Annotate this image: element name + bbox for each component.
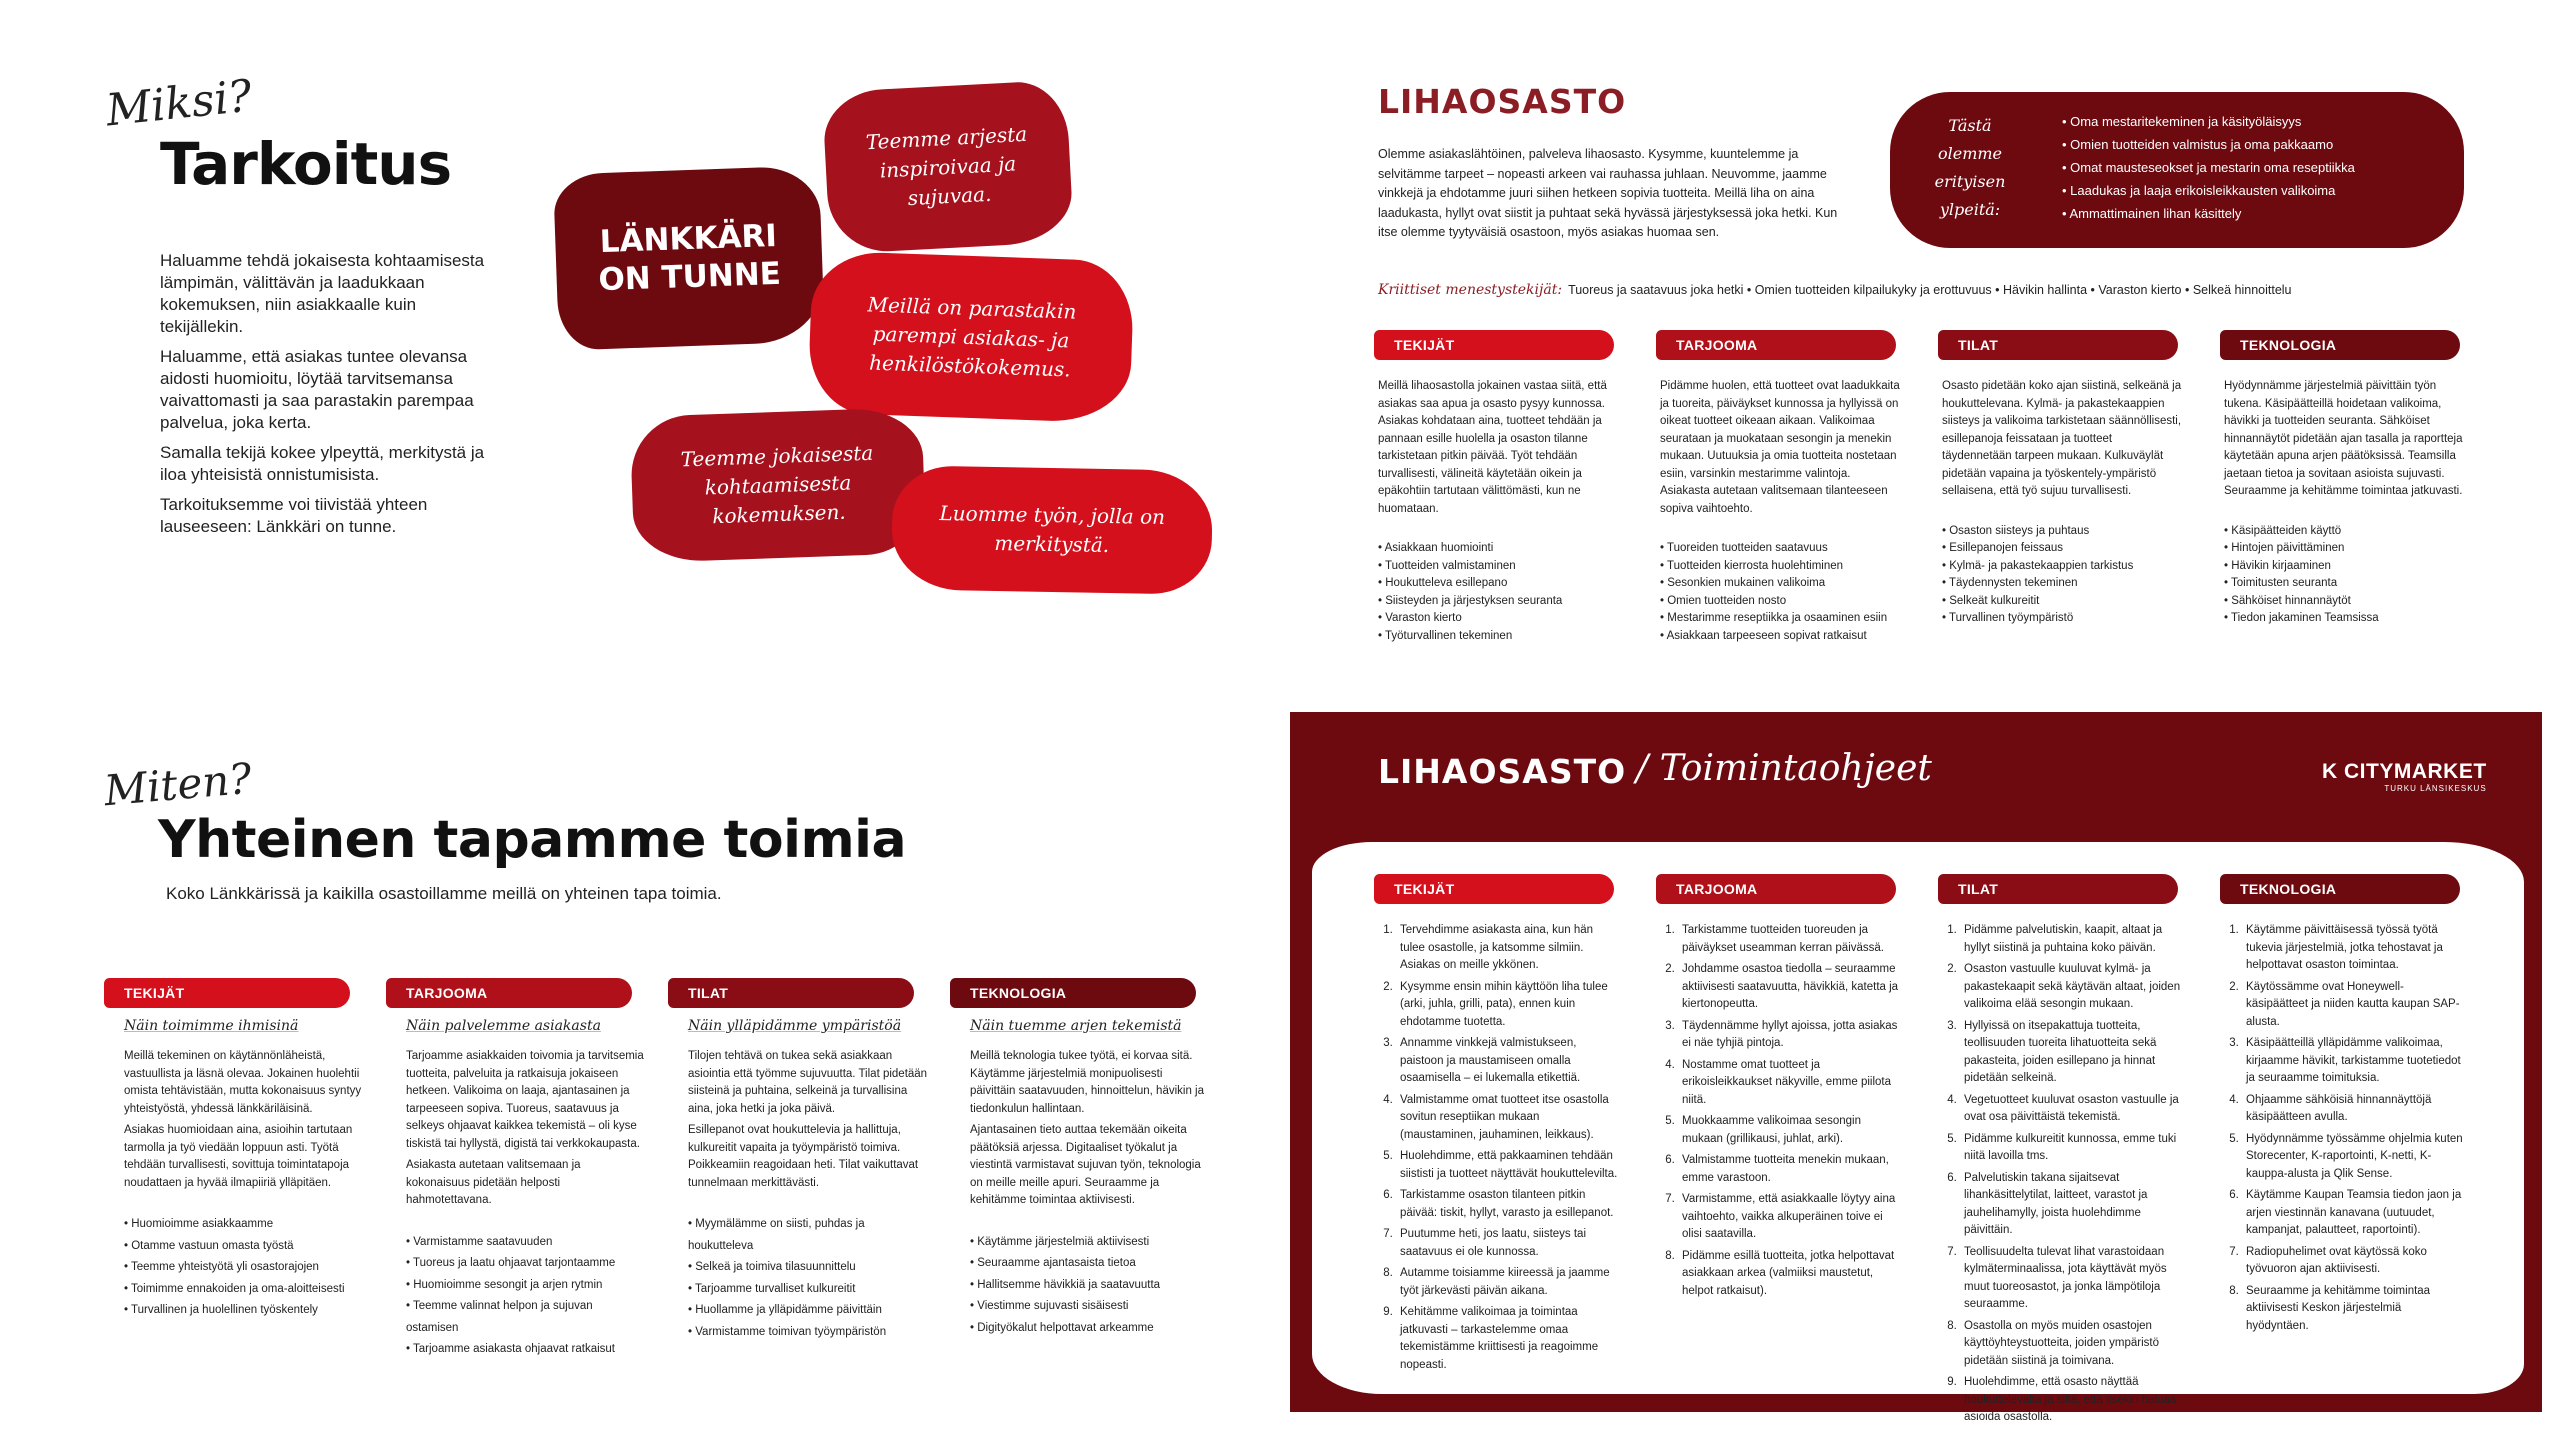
blob-meaning-text: Luomme työn, jolla on merkitystä. bbox=[939, 501, 1166, 557]
q3-col-list bbox=[406, 1232, 646, 1361]
q4-tab-tilat: TILAT bbox=[1938, 874, 2178, 904]
q3-col-text: Meillä tekeminen on käytännönläheistä, vastuullista ja läsnä olevaa. Jokainen huolehtii omista tehtävistään, mutta kokonaisuus syntyy yhteistyöstä, yhdessä länkkäriläisinä. bbox=[124, 1050, 362, 1115]
list-item: • Varmistamme toimivan työympäristön bbox=[688, 1322, 928, 1344]
blob-experience bbox=[807, 250, 1134, 423]
q2-col-text: Meillä lihaosastolla jokainen vastaa siitä, että asiakas saa apua ja osasto pysyy kunnossa. Asiakas kohdataan aina, tuotteet tehdään ja pannaan esille huolella ja osaston tilanne tarkistetaan pitkin päivää. Työt tehdään turvallisesti, välineitä käytetään oikein ja epäkohtiin tartutaan välittömästi, kun ne huomataan. bbox=[1378, 380, 1607, 515]
list-item: • Toimimme ennakoiden ja oma-aloitteisesti bbox=[124, 1279, 364, 1301]
list-item: 3. Annamme vinkkejä valmistukseen, paistoon ja maustamiseen omalla osaamisella – ei lukemalla etikettiä. bbox=[1396, 1035, 1618, 1088]
pride-list bbox=[2062, 110, 2355, 225]
list-item: 1. Pidämme palvelutiskin, kaapit, altaat ja hyllyt siistinä ja puhtaina koko päivän. bbox=[1960, 922, 2182, 957]
critical-text: Tuoreus ja saatavuus joka hetki • Omien tuotteiden kilpailukyky ja erottuvuus • Hävikin hallinta • Varaston kierto • Selkeä hinnoittelu bbox=[1568, 283, 2292, 297]
pride-item: • Oma mestaritekeminen ja käsityöläisyys bbox=[2062, 110, 2355, 133]
list-item: • Tuoreiden tuotteiden saatavuus bbox=[1660, 540, 1900, 558]
q4-tab-tekijat: TEKIJÄT bbox=[1374, 874, 1614, 904]
list-item: 4. Vegetuotteet kuuluvat osaston vastuulle ja ovat osa päivittäistä tekemistä. bbox=[1960, 1092, 2182, 1127]
q4-col-tarjooma bbox=[1660, 922, 1900, 1304]
blob-main-text: LÄNKKÄRI ON TUNNE bbox=[597, 217, 782, 299]
list-item: • Huomioimme sesongit ja arjen rytmin bbox=[406, 1275, 646, 1297]
purpose-paragraph: Haluamme, että asiakas tuntee olevansa aidosti huomioitu, löytää tarvitsemansa vaivattomasti ja saa parastakin parempaa palvelua, joka kerta. bbox=[160, 347, 474, 432]
blob-meaning bbox=[891, 465, 1213, 595]
q4-col-tilat bbox=[1942, 922, 2182, 1431]
q2-page-title: LIHAOSASTO bbox=[1378, 82, 1627, 121]
list-item: 8. Seuraamme ja kehitämme toimintaa aktiivisesti Keskon järjestelmiä hyödyntäen. bbox=[2242, 1283, 2464, 1336]
list-item: • Asiakkaan huomiointi bbox=[1378, 540, 1618, 558]
list-item: • Asiakkaan tarpeeseen sopivat ratkaisut bbox=[1660, 628, 1900, 646]
q4-col-teknologia bbox=[2224, 922, 2464, 1339]
list-item: 3. Käsipäätteillä ylläpidämme valikoimaa, kirjaamme hävikit, tarkistamme tuotetiedot ja seuraamme toimituksia. bbox=[2242, 1035, 2464, 1088]
pride-item: • Omien tuotteiden valmistus ja oma pakkaamo bbox=[2062, 133, 2355, 156]
list-item: • Digityökalut helpottavat arkeamme bbox=[970, 1318, 1210, 1340]
q4-col-list bbox=[1378, 922, 1618, 1374]
q3-col-list bbox=[970, 1232, 1210, 1340]
critical-factors bbox=[1378, 282, 2528, 298]
q3-col-teknologia bbox=[970, 1048, 1210, 1339]
q3-col-list bbox=[688, 1214, 928, 1343]
list-item: 8. Pidämme esillä tuotteita, jotka helpottavat asiakkaan arkea (valmiiksi maustetut, helpot ratkaisut). bbox=[1678, 1248, 1900, 1301]
q2-tab-tilat: TILAT bbox=[1938, 330, 2178, 360]
list-item: 4. Nostamme omat tuotteet ja erikoisleikkaukset näkyville, emme piilota niitä. bbox=[1678, 1057, 1900, 1110]
q3-col-script: Näin tuemme arjen tekemistä bbox=[970, 1018, 1182, 1034]
list-item: 6. Palvelutiskin takana sijaitsevat lihankäsittelytilat, laitteet, varastot ja jauhelihamylly, joista huolehdimme päivittäin. bbox=[1960, 1170, 2182, 1240]
q4-col-list bbox=[1942, 922, 2182, 1427]
list-item: • Hallitsemme hävikkiä ja saatavuutta bbox=[970, 1275, 1210, 1297]
list-item: • Teemme valinnat helpon ja sujuvan ostamisen bbox=[406, 1296, 646, 1339]
q2-col-tekijat bbox=[1378, 378, 1618, 645]
q2-col-tarjooma bbox=[1660, 378, 1900, 645]
logo-sub: TURKU LÄNSIKESKUS bbox=[2384, 784, 2487, 793]
list-item: 7. Teollisuudelta tulevat lihat varastoidaan kylmäterminaalissa, jota käyttävät myös muut tuoreosastot, ja jonka lämpötiloja seuraamme. bbox=[1960, 1244, 2182, 1314]
list-item: • Hävikin kirjaaminen bbox=[2224, 558, 2464, 576]
list-item: • Käsipäätteiden käyttö bbox=[2224, 523, 2464, 541]
list-item: • Siisteyden ja järjestyksen seuranta bbox=[1378, 593, 1618, 611]
purpose-paragraph: Tarkoituksemme voi tiivistää yhteen lauseeseen: Länkkäri on tunne. bbox=[160, 495, 428, 536]
q3-col-text: Asiakas huomioidaan aina, asioihin tartutaan tarmolla ja työ viedään loppuun asti. Työtä tehdään turvallisesti, sovittuja toimintatapoja noudattaen ja hyvää ilmapiiriä ylläpitäen. bbox=[124, 1124, 353, 1189]
purpose-paragraph: Haluamme tehdä jokaisesta kohtaamisesta lämpimän, välittävän ja laadukkaan kokemuksen, niin asiakkaalle kuin tekijällekin. bbox=[160, 251, 485, 336]
list-item: • Tiedon jakaminen Teamsissa bbox=[2224, 610, 2464, 628]
list-item: • Selkeät kulkureitit bbox=[1942, 593, 2182, 611]
purpose-paragraph: Samalla tekijä kokee ylpeyttä, merkitystä ja iloa yhteisistä onnistumisista. bbox=[160, 443, 485, 484]
q3-col-script: Näin toimimme ihmisinä bbox=[124, 1018, 299, 1034]
list-item: • Selkeä ja toimiva tilasuunnittelu bbox=[688, 1257, 928, 1279]
list-item: • Työturvallinen tekeminen bbox=[1378, 628, 1618, 646]
list-item: 9. Kehitämme valikoimaa ja toimintaa jatkuvasti – tarkastelemme omaa tekemistämme kriittisesti ja reagoimme nopeasti. bbox=[1396, 1304, 1618, 1374]
list-item: • Tuotteiden kierrosta huolehtiminen bbox=[1660, 558, 1900, 576]
list-item: 2. Käytössämme ovat Honeywell-käsipäätteet ja niiden kautta kaupan SAP-alusta. bbox=[2242, 979, 2464, 1032]
list-item: • Houkutteleva esillepano bbox=[1378, 575, 1618, 593]
pride-pill bbox=[1890, 92, 2464, 248]
list-item: 8. Osastolla on myös muiden osastojen käyttöyhteystuotteita, joiden ympäristö pidetään siistinä ja toimivana. bbox=[1960, 1318, 2182, 1371]
q3-col-tilat bbox=[688, 1048, 928, 1343]
pride-item: • Laadukas ja laaja erikoisleikkausten valikoima bbox=[2062, 179, 2355, 202]
list-item: • Tuotteiden valmistaminen bbox=[1378, 558, 1618, 576]
q3-tab-tekijat: TEKIJÄT bbox=[104, 978, 350, 1008]
list-item: 6. Tarkistamme osaston tilanteen pitkin päivää: tiskit, hyllyt, varasto ja esillepanot. bbox=[1396, 1187, 1618, 1222]
q3-col-text: Ajantasainen tieto auttaa tekemään oikeita päätöksiä arjessa. Digitaaliset työkalut ja viestintä varmistavat sujuvan työn, teknologia on meille meille apuri. Seuraamme ja kehitämme toimintaa aktiivisesti. bbox=[970, 1124, 1201, 1206]
q3-col-text: Meillä teknologia tukee työtä, ei korvaa sitä. Käytämme järjestelmiä monipuolisesti päivittäin saatavuuden, hinnoittelun, hävikin ja tiedonkulun hallintaan. bbox=[970, 1050, 1204, 1115]
list-item: • Turvallinen ja huolellinen työskentely bbox=[124, 1300, 364, 1322]
purpose-title: Tarkoitus bbox=[160, 130, 452, 198]
list-item: 3. Täydennämme hyllyt ajoissa, jotta asiakas ei näe tyhjiä pintoja. bbox=[1678, 1018, 1900, 1053]
q3-col-tekijat bbox=[124, 1048, 364, 1322]
q4-tab-teknologia: TEKNOLOGIA bbox=[2220, 874, 2460, 904]
list-item: • Hintojen päivittäminen bbox=[2224, 540, 2464, 558]
blob-inspiring bbox=[822, 80, 1074, 255]
list-item: • Sähköiset hinnannäytöt bbox=[2224, 593, 2464, 611]
list-item: • Huollamme ja ylläpidämme päivittäin bbox=[688, 1300, 928, 1322]
how-title: Yhteinen tapamme toimia bbox=[158, 810, 907, 870]
blob-encounters-text: Teemme jokaisesta kohtaamisesta kokemuksen. bbox=[680, 440, 874, 528]
why-kicker: Miksi? bbox=[103, 70, 255, 137]
list-item: • Täydennysten tekeminen bbox=[1942, 575, 2182, 593]
list-item: 7. Puutumme heti, jos laatu, siisteys tai saatavuus ei ole kunnossa. bbox=[1396, 1226, 1618, 1261]
q2-col-teknologia bbox=[2224, 378, 2464, 628]
list-item: 5. Hyödynnämme työssämme ohjelmia kuten Storecenter, K-raportointi, K-netti, K-kauppa-alusta ja Qlik Sense. bbox=[2242, 1131, 2464, 1184]
list-item: • Seuraamme ajantasaista tietoa bbox=[970, 1253, 1210, 1275]
logo-main: K CITYMARKET bbox=[2322, 760, 2487, 783]
list-item: 5. Huolehdimme, että pakkaaminen tehdään siististi ja tuotteet näyttävät houkuttelevilta. bbox=[1396, 1148, 1618, 1183]
list-item: 4. Ohjaamme sähköisiä hinnannäyttöjä käsipäätteen avulla. bbox=[2242, 1092, 2464, 1127]
list-item: 2. Kysymme ensin mihin käyttöön liha tulee (arki, juhla, grilli, pata), ennen kuin ehdotamme tuotetta. bbox=[1396, 979, 1618, 1032]
q3-col-tarjooma bbox=[406, 1048, 646, 1361]
q3-col-script: Näin ylläpidämme ympäristöä bbox=[688, 1018, 902, 1034]
q4-subtitle-script: / Toimintaohjeet bbox=[1636, 748, 1932, 789]
list-item: 6. Käytämme Kaupan Teamsia tiedon jaon ja arjen viestinnän kanavana (uutuudet, kampanjat, palautteet, raportointi). bbox=[2242, 1187, 2464, 1240]
list-item: • Turvallinen työympäristö bbox=[1942, 610, 2182, 628]
q3-col-script: Näin palvelemme asiakasta bbox=[406, 1018, 601, 1034]
q2-col-text: Osasto pidetään koko ajan siistinä, selkeänä ja houkuttelevana. Kylmä- ja pakastekaappien siisteys ja valikoima tarkistetaan säännöllisesti, esillepanoja feissataan ja tuotteet täydennetään tarpeen mukaan. Kulkuväylät pidetään vapaina ja työskentely-ympäristö sellaisena, että työ sujuu turvallisesti. bbox=[1942, 380, 2182, 497]
list-item: 2. Osaston vastuulle kuuluvat kylmä- ja pakastekaapit sekä käytävän altaat, joiden valikoima elää sesongin mukaan. bbox=[1960, 961, 2182, 1014]
how-kicker: Miten? bbox=[102, 753, 254, 816]
q2-intro: Olemme asiakaslähtöinen, palveleva lihaosasto. Kysymme, kuuntelemme ja selvitämme tarpeet – nopeasti arkeen vai rauhassa juhlaan. Neuvomme, jaamme vinkkejä ja ehdotamme juuri siihen hetkeen sopivia tuotteita. Meillä liha on aina laadukasta, hyllyt ovat siistit ja puhtaat sekä hyvässä järjestyksessä joka hetki. Kun itse olemme tyytyväisiä osastoon, myös asiakas huomaa sen. bbox=[1378, 147, 1838, 239]
pride-item: • Omat mausteseokset ja mestarin oma reseptiikka bbox=[2062, 156, 2355, 179]
list-item: 5. Muokkaamme valikoimaa sesongin mukaan (grillikausi, juhlat, arki). bbox=[1678, 1113, 1900, 1148]
list-item: • Myymälämme on siisti, puhdas ja houkutteleva bbox=[688, 1214, 928, 1257]
list-item: • Huomioimme asiakkaamme bbox=[124, 1214, 364, 1236]
q4-col-list bbox=[2224, 922, 2464, 1335]
how-subtitle: Koko Länkkärissä ja kaikilla osastoillamme meillä on yhteinen tapa toimia. bbox=[166, 884, 722, 903]
q3-tab-tarjooma: TARJOOMA bbox=[386, 978, 632, 1008]
list-item: • Varaston kierto bbox=[1378, 610, 1618, 628]
list-item: • Toimitusten seuranta bbox=[2224, 575, 2464, 593]
q4-col-tekijat bbox=[1378, 922, 1618, 1378]
q2-col-list bbox=[1942, 523, 2182, 628]
q2-col-list bbox=[1378, 540, 1618, 645]
list-item: 7. Radiopuhelimet ovat käytössä koko työvuoron ajan aktiivisesti. bbox=[2242, 1244, 2464, 1279]
q2-tab-teknologia: TEKNOLOGIA bbox=[2220, 330, 2460, 360]
q2-col-list bbox=[2224, 523, 2464, 628]
list-item: 6. Valmistamme tuotteita menekin mukaan, emme varastoon. bbox=[1678, 1152, 1900, 1187]
blob-experience-text: Meillä on parastakin parempi asiakas- ja henkilöstökokemus. bbox=[867, 291, 1077, 381]
q2-tab-tekijat: TEKIJÄT bbox=[1374, 330, 1614, 360]
q2-tab-tarjooma: TARJOOMA bbox=[1656, 330, 1896, 360]
q3-tab-tilat: TILAT bbox=[668, 978, 914, 1008]
q3-col-text: Esillepanot ovat houkuttelevia ja hallittuja, kulkureitit vapaita ja työympäristö toimiva. Poikkeamiin reagoidaan heti. Tilat vaikuttavat tunnelmaan merkittävästi. bbox=[688, 1124, 919, 1189]
q2-col-text: Pidämme huolen, että tuotteet ovat laadukkaita ja tuoreita, päiväykset kunnossa ja hyllyissä on oikeat tuotteet oikeaan aikaan. Valikoimaa seurataan ja muokataan sesongin ja menekin mukaan. Uutuuksia ja omia tuotteita nostetaan esiin, varsinkin mestarimme valintoja. Asiakasta autetaan valitsemaan tilanteeseen sopiva vaihtoehto. bbox=[1660, 380, 1900, 515]
q3-tab-teknologia: TEKNOLOGIA bbox=[950, 978, 1196, 1008]
list-item: • Tuoreus ja laatu ohjaavat tarjontaamme bbox=[406, 1253, 646, 1275]
purpose-body bbox=[160, 250, 500, 546]
list-item: • Teemme yhteistyötä yli osastorajojen bbox=[124, 1257, 364, 1279]
blob-inspiring-text: Teemme arjesta inspiroivaa ja sujuvaa. bbox=[865, 121, 1028, 210]
pride-script: Tästä olemme erityisen ylpeitä: bbox=[1934, 116, 2006, 219]
list-item: • Sesonkien mukainen valikoima bbox=[1660, 575, 1900, 593]
list-item: 3. Hyllyissä on itsepakattuja tuotteita, teollisuuden tuoreita lihatuotteita sekä pakasteita, joiden esillepano ja hinnat pidetään selkeinä. bbox=[1960, 1018, 2182, 1088]
q3-col-text: Asiakasta autetaan valitsemaan ja kokonaisuus pidetään helposti hahmotettavana. bbox=[406, 1159, 581, 1206]
blob-encounters bbox=[630, 407, 927, 563]
list-item: 1. Tervehdimme asiakasta aina, kun hän tulee osastolle, ja katsomme silmiin. Asiakas on meille ykkönen. bbox=[1396, 922, 1618, 975]
q4-col-list bbox=[1660, 922, 1900, 1300]
list-item: • Osaston siisteys ja puhtaus bbox=[1942, 523, 2182, 541]
list-item: • Tarjoamme turvalliset kulkureitit bbox=[688, 1279, 928, 1301]
list-item: • Otamme vastuun omasta työstä bbox=[124, 1236, 364, 1258]
list-item: • Käytämme järjestelmiä aktiivisesti bbox=[970, 1232, 1210, 1254]
list-item: 5. Pidämme kulkureitit kunnossa, emme tuki niitä lavoilla tms. bbox=[1960, 1131, 2182, 1166]
list-item: 1. Käytämme päivittäisessä työssä työtä tukevia järjestelmiä, jotka tehostavat ja helpottavat osaston toimintaa. bbox=[2242, 922, 2464, 975]
list-item: • Esillepanojen feissaus bbox=[1942, 540, 2182, 558]
q3-col-text: Tilojen tehtävä on tukea sekä asiakkaan asiointia että työmme sujuvuutta. Tilat pidetään siisteinä ja puhtaina, selkeinä ja turvallisina aina, joka hetki ja joka päivä. bbox=[688, 1050, 928, 1115]
list-item: • Viestimme sujuvasti sisäisesti bbox=[970, 1296, 1210, 1318]
list-item: 4. Valmistamme omat tuotteet itse osastolla sovitun reseptiikan mukaan (maustaminen, jauhaminen, leikkaus). bbox=[1396, 1092, 1618, 1145]
q2-col-list bbox=[1660, 540, 1900, 645]
list-item: • Varmistamme saatavuuden bbox=[406, 1232, 646, 1254]
critical-label: Kriittiset menestystekijät: bbox=[1378, 282, 1563, 298]
k-citymarket-logo bbox=[2322, 760, 2487, 793]
q2-col-tilat bbox=[1942, 378, 2182, 628]
list-item: 2. Johdamme osastoa tiedolla – seuraamme aktiivisesti saatavuutta, hävikkiä, katetta ja kiertonopeutta. bbox=[1678, 961, 1900, 1014]
q2-col-text: Hyödynnämme järjestelmiä päivittäin työn tukena. Käsipäätteillä hoidetaan valikoima, hävikki ja tuotteiden seuranta. Sähköiset hinnannäytöt pidetään ajan tasalla ja raportteja käytetään apuna arjen päätöksissä. Teamsilla jaetaan tietoa ja sovitaan asioista sujuvasti. Seuraamme ja kehitämme toimintaa jatkuvasti. bbox=[2224, 380, 2463, 497]
q4-tab-tarjooma: TARJOOMA bbox=[1656, 874, 1896, 904]
q4-page-title: LIHAOSASTO bbox=[1378, 752, 1627, 791]
list-item: • Kylmä- ja pakastekaappien tarkistus bbox=[1942, 558, 2182, 576]
pride-item: • Ammattimainen lihan käsittely bbox=[2062, 202, 2355, 225]
list-item: • Tarjoamme asiakasta ohjaavat ratkaisut bbox=[406, 1339, 646, 1361]
q3-col-text: Tarjoamme asiakkaiden toivomia ja tarvitsemia tuotteita, palveluita ja ratkaisuja jokaiseen hetkeen. Valikoima on laaja, ajantasainen ja tarpeeseen sopiva. Tuoreus, saatavuus ja selkeys ohjaavat kaikkea tekemistä – oli kyse tiskistä tai hyllystä, digistä tai verkkokaupasta. bbox=[406, 1050, 644, 1150]
blob-main bbox=[553, 165, 825, 350]
list-item: 7. Varmistamme, että asiakkaalle löytyy aina vaihtoehto, vaikka alkuperäinen toive ei olisi saatavilla. bbox=[1678, 1191, 1900, 1244]
list-item: • Mestarimme reseptiikka ja osaaminen esiin bbox=[1660, 610, 1900, 628]
list-item: • Omien tuotteiden nosto bbox=[1660, 593, 1900, 611]
q3-col-list bbox=[124, 1214, 364, 1322]
list-item: 8. Autamme toisiamme kiireessä ja jaamme työt järkevästi päivän aikana. bbox=[1396, 1265, 1618, 1300]
list-item: 1. Tarkistamme tuotteiden tuoreuden ja päiväykset useamman kerran päivässä. bbox=[1678, 922, 1900, 957]
list-item: 9. Huolehdimme, että osasto näyttää houkuttelevalta ja siltä, että itsekin haluaa asioida osastolla. bbox=[1960, 1374, 2182, 1427]
